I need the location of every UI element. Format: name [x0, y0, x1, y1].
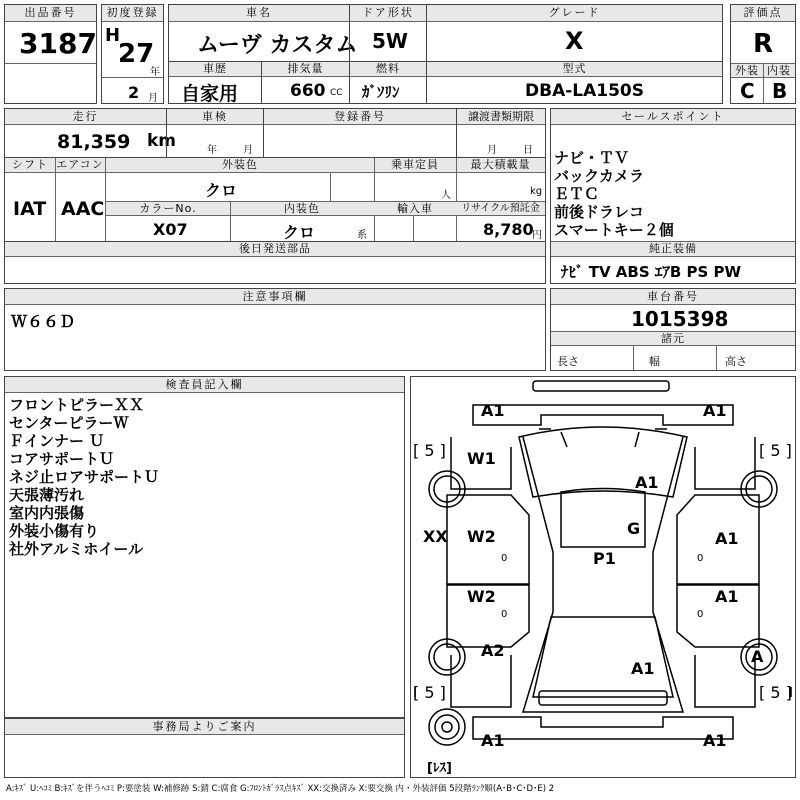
first-reg-label: 初度登録 [102, 5, 163, 22]
transfer-period-label: 譲渡書類期限 [457, 109, 545, 125]
kei-unit: 系 [357, 230, 367, 241]
fuel: ｶﾞｿﾘﾝ [362, 83, 400, 101]
kg-unit: kg [530, 186, 543, 197]
km-unit: km [147, 131, 177, 151]
tire-tread: [ 5 ] [413, 441, 446, 460]
damage-mark: W2 [467, 527, 496, 546]
sales-point-item: ナビ・ＴＶ [554, 149, 630, 167]
damage-mark: A1 [703, 731, 727, 750]
specs-label: 諸元 [551, 331, 795, 346]
inspector-note: 外装小傷有り [9, 522, 100, 540]
yen-unit: 円 [532, 230, 542, 241]
inspector-label: 検査員記入欄 [5, 377, 404, 393]
small-mark: 0 [697, 609, 704, 620]
door-label: ドア形状 [350, 5, 426, 22]
inspector-note: コアサポートＵ [9, 450, 115, 468]
caution-label: 注意事項欄 [5, 289, 545, 305]
cc-unit: CC [330, 88, 343, 98]
lot-number: 3187 [19, 27, 97, 60]
fuel-box [349, 61, 427, 104]
score-label: 評価点 [731, 5, 795, 22]
damage-mark: A1 [481, 731, 505, 750]
inspector-note: 天張薄汚れ [9, 486, 85, 504]
damage-mark: A [751, 647, 764, 666]
recycle-fee: 8,780 [483, 220, 534, 239]
color-no: X07 [153, 220, 188, 239]
width-label: 幅 [649, 355, 660, 368]
caution-box [4, 288, 546, 371]
grade-box [426, 4, 723, 62]
door-type: 5W [372, 29, 408, 53]
history-label: 車歴 [169, 62, 261, 77]
grade: X [565, 27, 584, 55]
score: R [753, 29, 774, 59]
mileage-label: 走行 [5, 109, 166, 125]
height-label: 高さ [725, 355, 747, 368]
car-name-box [168, 4, 358, 62]
inspector-note: 室内内張傷 [9, 504, 85, 522]
chassis-no: 1015398 [631, 307, 729, 331]
inspector-note: 社外アルミホイール [9, 540, 144, 558]
later-parts-label: 後日発送部品 [5, 242, 545, 257]
sales-point-box [550, 108, 796, 284]
max-load-label: 最大積載量 [456, 158, 545, 173]
mileage-box [4, 108, 177, 158]
transfer-day-unit: 日 [523, 145, 533, 156]
lot-number-box [4, 4, 97, 104]
office-label: 事務局よりご案内 [5, 719, 404, 735]
color-no-label: カラーNo. [106, 202, 230, 216]
length-label: 長さ [557, 355, 579, 368]
grade-label: グレード [427, 5, 722, 22]
history-box [168, 61, 262, 104]
history: 自家用 [181, 83, 239, 105]
inspector-notes-list [9, 396, 159, 558]
car-diagram [410, 376, 796, 778]
fuel-label: 燃料 [350, 62, 426, 77]
model-label: 型式 [427, 62, 722, 77]
ext-color: クロ [205, 181, 238, 200]
mileage: 81,359 [57, 131, 131, 153]
legend: A:ｷｽﾞ U:ﾍｺﾐ B:ｷｽﾞを伴うﾍｺﾐ P:要塗装 W:補修跡 S:錆 C:腐食 G:ﾌﾛﾝﾄｶﾞﾗｽ点ｷｽﾞ XX:交換済み X:要交換 内・外装評価 5段階ﾗﾝｸ順(A･B･C･D･E) 2 [6, 784, 555, 794]
interior-grade: B [772, 79, 788, 103]
damage-mark: P1 [593, 549, 616, 568]
damage-mark: A1 [481, 401, 505, 420]
reg-no-box [263, 108, 457, 158]
exterior-label: 外装 [731, 64, 763, 78]
inspector-note: Ｆインナー Ｕ [9, 432, 105, 450]
transfer-period-box [456, 108, 546, 158]
lot-number-label: 出品番号 [5, 5, 96, 22]
import-label: 輸入車 [374, 202, 456, 216]
sales-point-item: 前後ドラレコ [554, 203, 645, 221]
exterior-grade: C [740, 79, 755, 103]
tire-tread: [ 5 ] [759, 441, 792, 460]
door-box [349, 4, 427, 62]
inspection-year-unit: 年 [207, 145, 217, 156]
year-unit: 年 [150, 67, 160, 78]
model: DBA-LA150S [525, 81, 644, 101]
aircon: AAC [61, 198, 105, 220]
damage-mark: XX [423, 527, 448, 546]
damage-mark: A1 [715, 529, 739, 548]
month-unit: 月 [148, 93, 158, 104]
damage-mark: W2 [467, 587, 496, 606]
small-mark: 0 [697, 553, 704, 564]
specs-grid [4, 157, 546, 242]
small-mark: 0 [501, 553, 508, 564]
damage-mark: A1 [631, 659, 655, 678]
reg-year: 27 [118, 39, 155, 69]
shift: IAT [13, 198, 47, 220]
office-box [4, 718, 405, 778]
car-name-label: 車名 [169, 5, 349, 22]
displacement-box [261, 61, 350, 104]
damage-mark: G [627, 519, 641, 538]
transfer-month-unit: 月 [487, 145, 497, 156]
ext-color-label: 外装色 [106, 158, 374, 173]
car-outline [411, 377, 795, 777]
chassis-label: 車台番号 [551, 289, 795, 305]
displacement: 660 [290, 81, 326, 101]
sales-point-item: バックカメラ [554, 167, 645, 185]
capacity-label: 乗車定員 [374, 158, 456, 173]
int-color: クロ [283, 223, 316, 242]
interior-label: 内装 [763, 64, 795, 78]
tire-tread: [ 5 ] [413, 683, 446, 702]
int-color-label: 内装色 [230, 202, 374, 216]
chassis-box [550, 288, 796, 371]
tire-tread: [ 5 ] [759, 683, 792, 702]
inspector-note: センターピラーＷ [9, 414, 129, 432]
first-registration-box [101, 4, 164, 104]
inspection-box [166, 108, 264, 158]
sales-point-item: スマートキー２個 [554, 221, 674, 239]
damage-mark: A1 [635, 473, 659, 492]
sales-point-label: セールスポイント [551, 109, 795, 125]
car-name: ムーヴ カスタム [197, 33, 358, 58]
sales-point-list [554, 149, 674, 239]
person-unit: 人 [441, 190, 451, 201]
damage-mark: A1 [715, 587, 739, 606]
inspection-label: 車検 [167, 109, 263, 125]
inspector-note: フロントピラーＸＸ [9, 396, 145, 414]
aircon-label: エアコン [56, 158, 104, 171]
damage-mark: A1 [703, 401, 727, 420]
inspector-note: ネジ止ロアサポートＵ [9, 468, 160, 486]
later-parts-box [4, 241, 546, 284]
damage-mark: A2 [481, 641, 505, 660]
reg-month: 2 [128, 83, 140, 102]
reg-no-label: 登録番号 [264, 109, 456, 125]
genuine-label: 純正装備 [551, 242, 795, 257]
caution-text: Ｗ６６Ｄ [11, 312, 76, 331]
genuine-equipment: ﾅﾋﾞ TV ABS ｴｱB PS PW [561, 263, 742, 281]
shift-label: シフト [5, 158, 55, 173]
spare-tire-status: [ﾚｽ] [427, 761, 452, 776]
score-box [730, 4, 796, 104]
model-box [426, 61, 723, 104]
sales-point-item: ＥＴＣ [554, 185, 600, 203]
displacement-label: 排気量 [262, 62, 349, 77]
inspector-box [4, 376, 405, 718]
recycle-label: リサイクル預託金 [456, 202, 545, 216]
damage-mark: W1 [467, 449, 496, 468]
era-prefix: H [105, 25, 121, 46]
small-mark: 0 [501, 609, 508, 620]
inspection-month-unit: 月 [243, 145, 253, 156]
